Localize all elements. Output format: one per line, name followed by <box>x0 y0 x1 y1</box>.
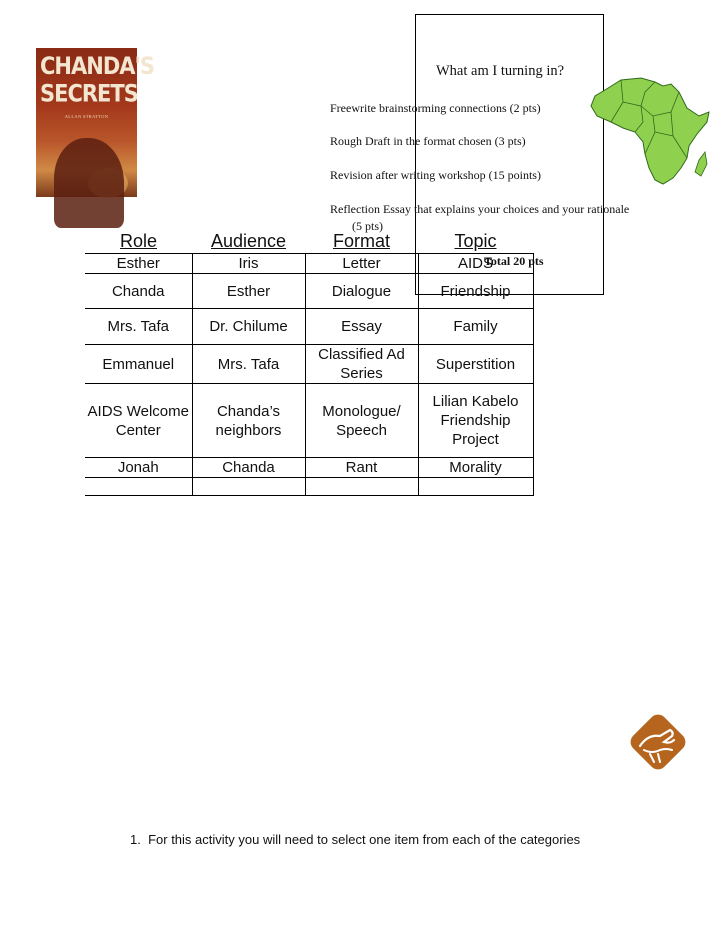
total-points: Total 20 pts <box>484 254 544 268</box>
table-cell: Letter <box>305 254 418 274</box>
table-cell: Chanda’s neighbors <box>192 384 305 458</box>
table-cell: Family <box>418 309 533 345</box>
table-cell: Esther <box>192 274 305 309</box>
book-cover-image <box>36 48 155 197</box>
table-cell: Morality <box>418 458 533 478</box>
table-cell: Monologue/ Speech <box>305 384 418 458</box>
instruction-item <box>130 832 580 847</box>
table-cell: Chanda <box>192 458 305 478</box>
table-cell: Emmanuel <box>85 345 192 384</box>
hands-logo-icon <box>626 710 690 774</box>
table-cell: Mrs. Tafa <box>85 309 192 345</box>
table-header-row <box>85 224 533 254</box>
book-cover-title: CHANDA'S SECRETS <box>40 52 155 108</box>
table-cell <box>305 478 418 496</box>
checklist-item: Revision after writing workshop (15 points) <box>330 168 541 182</box>
table-row <box>85 274 533 309</box>
table-cell: Essay <box>305 309 418 345</box>
table-row <box>85 478 533 496</box>
checklist-item: Reflection Essay that explains your choices and your rationale <box>330 202 630 216</box>
table-cell: AIDS <box>418 254 533 274</box>
table-cell: Classified Ad Series <box>305 345 418 384</box>
table-cell: Dialogue <box>305 274 418 309</box>
instruction-text: For this activity you will need to select one item from each of the categories <box>148 832 581 847</box>
table-cell: Superstition <box>418 345 533 384</box>
table-cell: Mrs. Tafa <box>192 345 305 384</box>
table-cell <box>85 478 192 496</box>
header-format: Format <box>305 224 418 254</box>
table-cell <box>192 478 305 496</box>
table-cell: AIDS Welcome Center <box>85 384 192 458</box>
checklist-item: Freewrite brainstorming connections (2 pts) <box>330 101 541 115</box>
table-cell: Friendship <box>418 274 533 309</box>
table-cell: Jonah <box>85 458 192 478</box>
table-row <box>85 384 533 458</box>
table-cell: Esther <box>85 254 192 274</box>
table-row <box>85 254 533 274</box>
checklist-item: (5 pts) <box>352 219 383 233</box>
table-cell: Rant <box>305 458 418 478</box>
header-role: Role <box>85 224 192 254</box>
table-cell: Iris <box>192 254 305 274</box>
table-row <box>85 309 533 345</box>
instruction-number: 1. <box>130 832 141 847</box>
role-audience-format-topic-table <box>85 224 534 496</box>
book-cover-author: ALLAN STRATTON <box>64 114 109 119</box>
table-row <box>85 345 533 384</box>
table-cell <box>418 478 533 496</box>
table-cell: Chanda <box>85 274 192 309</box>
table-row <box>85 458 533 478</box>
table-cell: Dr. Chilume <box>192 309 305 345</box>
africa-map-icon <box>583 72 713 192</box>
table-cell: Lilian Kabelo Friendship Project <box>418 384 533 458</box>
checklist-item: Rough Draft in the format chosen (3 pts) <box>330 134 526 148</box>
checklist-title: What am I turning in? <box>436 63 565 79</box>
header-audience: Audience <box>192 224 305 254</box>
header-topic: Topic <box>418 224 533 254</box>
